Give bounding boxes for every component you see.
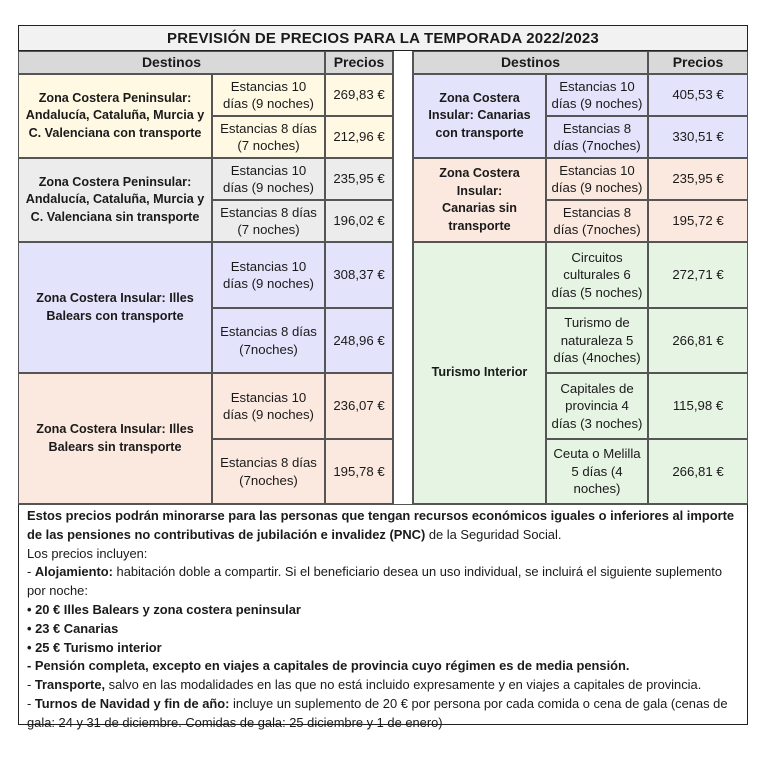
stay-label: Estancias 10 días (9 noches) (546, 74, 648, 116)
stay-label: Estancias 8 días (7noches) (212, 308, 325, 373)
stay-label: Estancias 8 días (7noches) (546, 116, 648, 158)
notes-bullet-text: 23 € Canarias (35, 620, 119, 636)
notes-transporte: - Transporte, salvo en las modalidades en las que no está incluido expresamente y en viajes a capitales de provincia. (27, 677, 702, 693)
stay-price: 269,83 € (325, 74, 393, 116)
stay-price: 196,02 € (325, 200, 393, 242)
notes-pension (27, 657, 739, 676)
notes-section (18, 504, 748, 730)
stay-price: 308,37 € (325, 242, 393, 308)
column-separator (393, 51, 413, 504)
page-title: PREVISIÓN DE PRECIOS PARA LA TEMPORADA 2022/2023 (18, 25, 748, 51)
header-precios-right: Precios (648, 51, 748, 74)
notes-includes: Los precios incluyen: (27, 545, 148, 561)
stay-price: 266,81 € (648, 439, 748, 504)
notes-bullet-text: 25 € Turismo interior (35, 639, 162, 655)
stay-label: Estancias 8 días (7noches) (212, 439, 325, 504)
stay-label: Capitales de provincia 4 días (3 noches) (546, 373, 648, 439)
stay-label: Estancias 10 días (9 noches) (212, 242, 325, 308)
notes-intro (27, 507, 739, 545)
stay-label: Ceuta o Melilla 5 días (4 noches) (546, 439, 648, 504)
stay-price: 235,95 € (648, 158, 748, 200)
stay-label: Estancias 8 días (7 noches) (212, 116, 325, 158)
notes-aloj-bold: Alojamiento: (34, 564, 113, 580)
stay-label: Estancias 10 días (9 noches) (212, 74, 325, 116)
stay-price: 115,98 € (648, 373, 748, 439)
stay-price: 405,53 € (648, 74, 748, 116)
stay-label: Circuitos culturales 6 días (5 noches) (546, 242, 648, 308)
zone-canarias-sin-transporte: Zona Costera Insular: Canarias sin transporte (413, 158, 546, 242)
stay-label: Estancias 8 días (7noches) (546, 200, 648, 242)
stay-label: Estancias 8 días (7 noches) (212, 200, 325, 242)
stay-label: Estancias 10 días (9 noches) (546, 158, 648, 200)
notes-bullet: • 23 € Canarias (27, 620, 119, 636)
header-precios-left: Precios (325, 51, 393, 74)
notes-turnos: - Turnos de Navidad y fin de año: incluye un suplemento de 20 € por persona por cada comida o cena de gala (cenas de gala: 24 y 31 de diciembre. Comidas de gala: 25 diciembre y 1 de enero) (27, 695, 728, 730)
notes-transp-bold: Transporte, (34, 677, 106, 693)
notes-turnos-rest: incluye un suplemento de 20 € por persona por cada comida o cena de gala (cenas de gala: 24 y 31 de diciembre. Comidas de gala: 25 diciembre y 1 de enero) (27, 695, 728, 730)
notes-transp-rest: salvo en las modalidades en las que no está incluido expresamente y en viajes a capitales de provincia. (105, 677, 702, 693)
stay-price: 235,95 € (325, 158, 393, 200)
zone-canarias-con-transporte: Zona Costera Insular: Canarias con transporte (413, 74, 546, 158)
stay-price: 272,71 € (648, 242, 748, 308)
zone-turismo-interior: Turismo Interior (413, 242, 546, 504)
notes-bullet: • 20 € Illes Balears y zona costera peninsular (27, 601, 301, 617)
notes-aloj-rest: habitación doble a compartir. Si el beneficiario desea un uso individual, se incluirá el siguiente suplemento por noche: (27, 564, 723, 599)
stay-price: 236,07 € (325, 373, 393, 439)
notes-intro-rest: de la Seguridad Social. (425, 526, 562, 542)
stay-price: 266,81 € (648, 308, 748, 373)
stay-price: 195,78 € (325, 439, 393, 504)
stay-price: 248,96 € (325, 308, 393, 373)
header-destinos-right: Destinos (413, 51, 648, 74)
stay-price: 212,96 € (325, 116, 393, 158)
header-destinos-left: Destinos (18, 51, 325, 74)
stay-label: Estancias 10 días (9 noches) (212, 373, 325, 439)
zone-baleares-con-transporte: Zona Costera Insular: Illes Balears con transporte (18, 242, 212, 373)
stay-label: Turismo de naturaleza 5 días (4noches) (546, 308, 648, 373)
stay-label: Estancias 10 días (9 noches) (212, 158, 325, 200)
notes-pension-text: - Pensión completa, excepto en viajes a capitales de provincia cuyo régimen es de media pensión. (27, 658, 630, 674)
zone-peninsular-sin-transporte: Zona Costera Peninsular: Andalucía, Cataluña, Murcia y C. Valenciana sin transporte (18, 158, 212, 242)
stay-price: 330,51 € (648, 116, 748, 158)
notes-alojamiento: - Alojamiento: habitación doble a compartir. Si el beneficiario desea un uso individual, se incluirá el siguiente suplemento por noche: (27, 564, 723, 599)
notes-intro-bold: Estos precios podrán minorarse para las personas que tengan recursos económicos iguales o inferiores al importe de las pensiones no contributivas de jubilación e invalidez (PNC) (27, 508, 735, 542)
stay-price: 195,72 € (648, 200, 748, 242)
notes-bullet: • 25 € Turismo interior (27, 639, 162, 655)
notes-turnos-bold: Turnos de Navidad y fin de año: (34, 695, 230, 711)
zone-baleares-sin-transporte: Zona Costera Insular: Illes Balears sin transporte (18, 373, 212, 504)
zone-peninsular-con-transporte: Zona Costera Peninsular: Andalucía, Cataluña, Murcia y C. Valenciana con transporte (18, 74, 212, 158)
notes-bullet-text: 20 € Illes Balears y zona costera peninsular (35, 601, 301, 617)
